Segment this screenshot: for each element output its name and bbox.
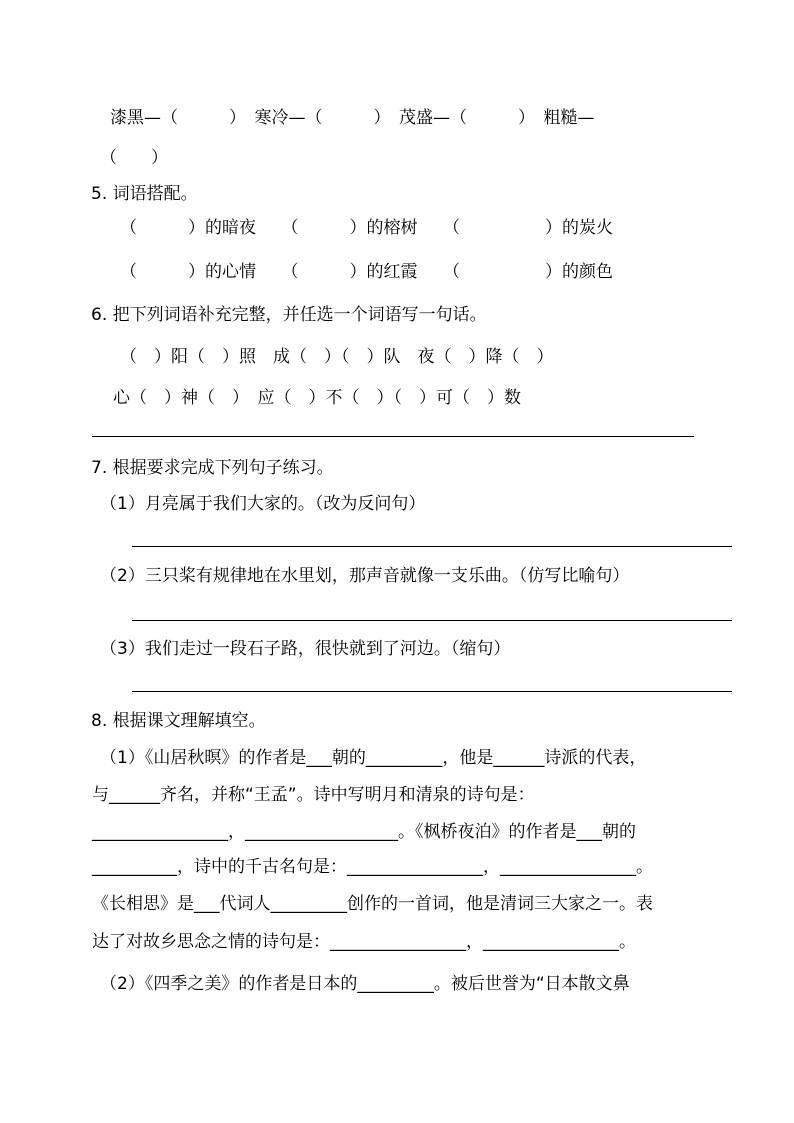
q8-line-6: 达了对故乡思念之情的诗句是：________________，________________。: [92, 932, 636, 952]
q6-title: 6. 把下列词语补充完整，并任选一个词语写一句话。: [91, 305, 487, 325]
q5-row-1: （ ）的暗夜 （ ）的榕树 （ ）的炭火: [120, 218, 613, 238]
q5-title: 5. 词语搭配。: [91, 184, 198, 204]
q6-row-2: 心（ ）神（ ） 应（ ）不（ ）（ ）可（ ）数: [113, 388, 521, 408]
q7-title: 7. 根据要求完成下列句子练习。: [91, 458, 334, 478]
q8-line-5: 《长相思》是___代词人_________创作的一首词，他是清词三大家之一。表: [92, 894, 653, 914]
q6-answer-line: [92, 436, 694, 437]
q8-line-7: （2）《四季之美》的作者是日本的_________。被后世誉为“日本散文鼻: [100, 974, 630, 994]
q7-item-1: （1）月亮属于我们大家的。（改为反问句）: [100, 494, 426, 514]
antonyms-line-1: 漆黑—（ ） 寒冷—（ ） 茂盛—（ ） 粗糙—: [110, 108, 595, 128]
q7-answer-line-1: [132, 546, 732, 547]
q7-answer-line-2: [132, 620, 732, 621]
q6-row-1: （ ）阳（ ）照 成（ ）（ ）队 夜（ ）降（ ）: [120, 347, 554, 367]
q8-title: 8. 根据课文理解填空。: [91, 711, 266, 731]
q8-line-4: __________，诗中的千古名句是：________________，________________。: [92, 857, 653, 877]
antonyms-line-2: （ ）: [100, 148, 168, 168]
q8-line-3: ________________，__________________。《枫桥夜泊》的作者是___朝的: [92, 822, 636, 842]
q8-line-2: 与______齐名，并称“王孟”。诗中写明月和清泉的诗句是：: [92, 785, 535, 805]
q8-line-1: （1）《山居秋暝》的作者是___朝的_________，他是______诗派的代表，: [100, 748, 647, 768]
q7-answer-line-3: [132, 691, 732, 692]
q7-item-3: （3）我们走过一段石子路，很快就到了河边。（缩句）: [100, 639, 511, 659]
q5-row-2: （ ）的心情 （ ）的红霞 （ ）的颜色: [120, 262, 613, 282]
q7-item-2: （2）三只桨有规律地在水里划，那声音就像一支乐曲。（仿写比喻句）: [100, 566, 630, 586]
